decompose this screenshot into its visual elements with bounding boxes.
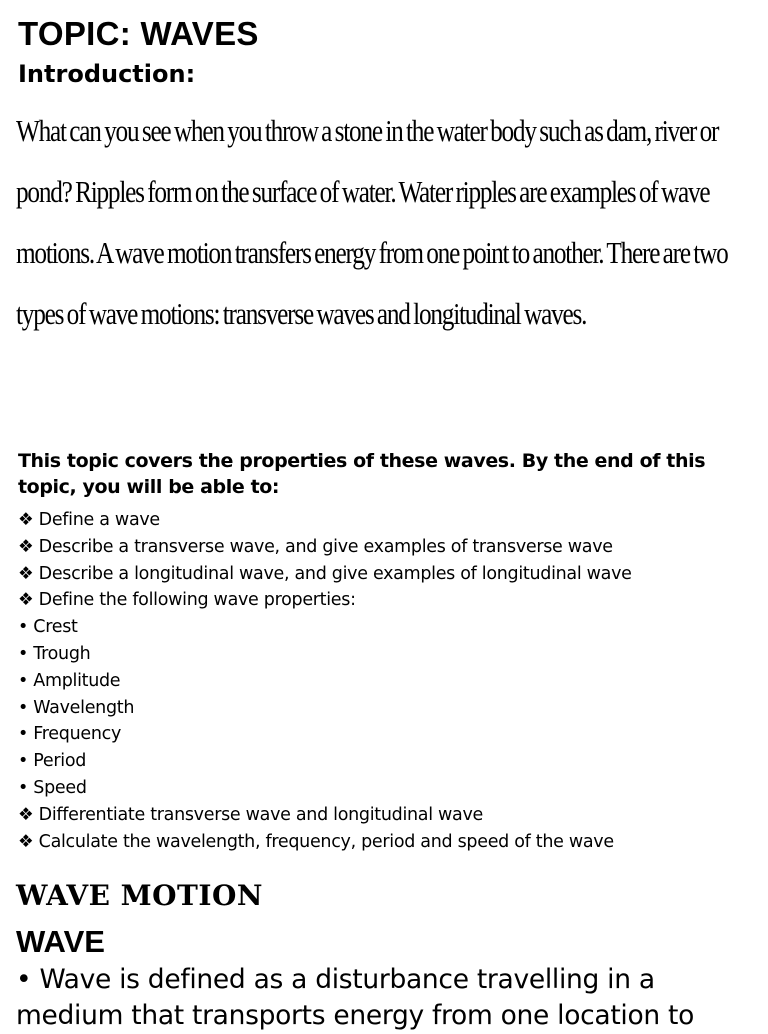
introduction-heading: Introduction: (18, 60, 196, 88)
list-marker: • (18, 617, 29, 638)
list-item-text: Wavelength (33, 697, 135, 718)
list-item (18, 668, 758, 695)
list-item-text: Describe a longitudinal wave, and give examples of longitudinal wave (38, 563, 632, 584)
list-item-text: Trough (33, 643, 91, 664)
list-item-text: Define the following wave properties: (38, 590, 356, 611)
list-marker: • (18, 643, 29, 664)
list-marker: • (18, 724, 29, 745)
list-marker: • (18, 670, 29, 691)
list-item-text: Describe a transverse wave, and give examples of transverse wave (38, 536, 613, 557)
list-marker: • (18, 777, 29, 798)
list-marker: ❖ (18, 831, 34, 852)
list-item (18, 507, 758, 534)
list-item-text: Calculate the wavelength, frequency, period and speed of the wave (38, 831, 614, 852)
list-marker: • (18, 697, 29, 718)
list-marker: ❖ (18, 536, 34, 557)
list-item-text: Define a wave (38, 510, 160, 530)
list-item (18, 775, 758, 802)
list-marker: ❖ (18, 804, 34, 825)
list-item (18, 695, 758, 722)
coverage-lead: This topic covers the properties of these waves. By the end of this topic, you will be able to: (18, 450, 706, 498)
list-item (18, 829, 758, 856)
list-item (18, 587, 758, 614)
list-item-text: Crest (33, 617, 78, 638)
list-item (18, 641, 758, 668)
list-marker: • (18, 751, 29, 772)
list-item (18, 802, 758, 829)
introduction-paragraph: What can you see when you throw a stone in the water body such as dam, river or pond? Ripples form on the surface of water. Water ripples are examples of wave motions. A wave motion transfers energy from one point to another. There are two types of wave motions: transverse waves and longitudinal waves. (16, 113, 728, 331)
topic-title: TOPIC: WAVES (18, 15, 259, 52)
list-item (18, 561, 758, 588)
list-item (18, 534, 758, 561)
list-marker: ❖ (18, 590, 34, 611)
wave-definition: • Wave is defined as a disturbance travelling in a medium that transports energy from one location to (16, 964, 695, 1031)
list-item-text: Differentiate transverse wave and longitudinal wave (38, 804, 484, 825)
list-item (18, 614, 758, 641)
wave-motion-heading: WAVE MOTION (16, 879, 263, 912)
wave-subheading: WAVE (16, 924, 105, 959)
list-marker: ❖ (18, 563, 34, 584)
list-marker: ❖ (18, 510, 34, 530)
list-item-text: Frequency (33, 724, 122, 745)
list-item (18, 748, 758, 775)
list-item-text: Amplitude (33, 670, 121, 691)
list-item-text: Speed (33, 777, 87, 798)
list-item-text: Period (33, 751, 87, 772)
list-item (18, 721, 758, 748)
learning-objectives-list (18, 507, 758, 855)
